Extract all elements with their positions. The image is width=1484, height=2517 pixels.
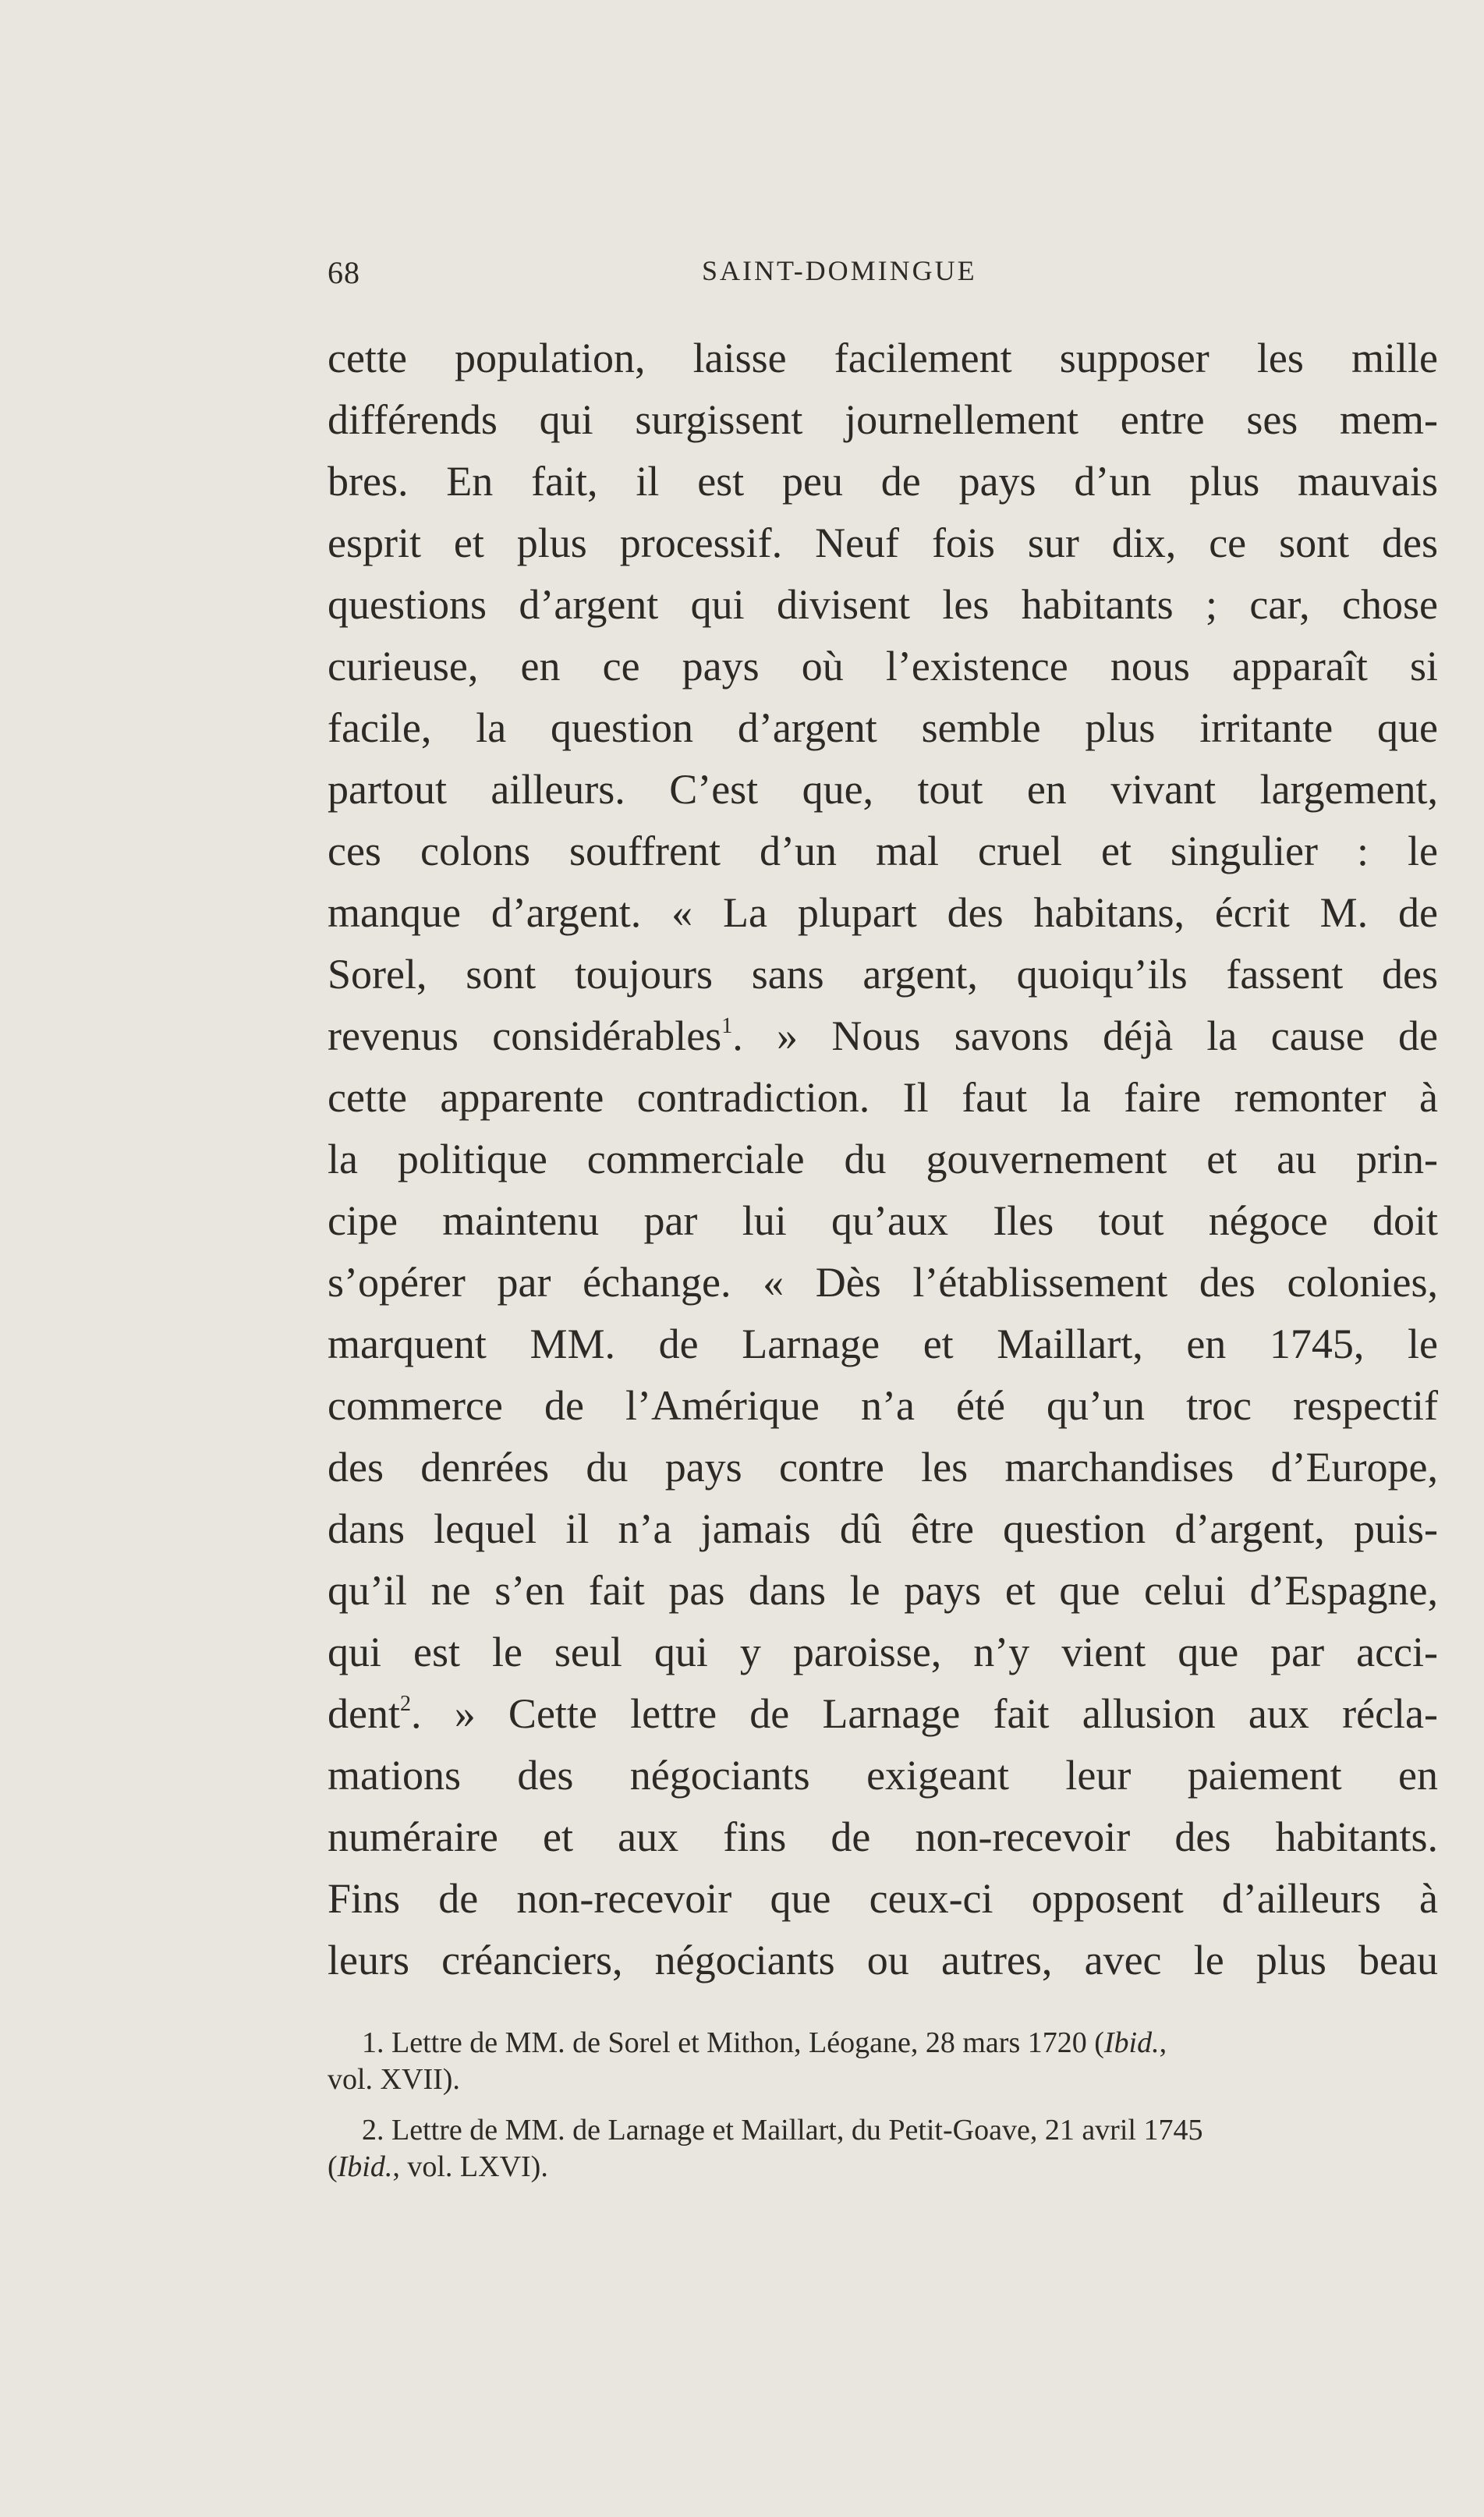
footnote-ref-2: 2 (399, 1692, 411, 1716)
text-line: leurs créanciers, négociants ou autres, avec le plus beau (328, 1937, 1438, 1983)
text-line: ces colons souffrent d’un mal cruel et singulier : le (328, 828, 1438, 874)
text-line: esprit et plus processif. Neuf fois sur dix, ce sont des (328, 519, 1438, 566)
text-line: partout ailleurs. C’est que, tout en vivant largement, (328, 766, 1438, 813)
text-line: cette population, laisse facilement supposer les mille (328, 335, 1438, 381)
text-line: différends qui surgissent journellement entre ses mem- (328, 396, 1438, 443)
text-line: facile, la question d’argent semble plus irritante que (328, 704, 1438, 751)
footnote-ref-1: 1 (721, 1014, 733, 1038)
footnote-ibid: Ibid. (1103, 2026, 1160, 2059)
footnote-text: ( (328, 2150, 338, 2183)
text-line: cipe maintenu par lui qu’aux Iles tout négoce doit (328, 1197, 1438, 1244)
text-line: Fins de non-recevoir que ceux-ci opposent d’ailleurs à (328, 1875, 1438, 1922)
footnote-text: , vol. LXVI). (392, 2150, 548, 2183)
page-header (328, 254, 1443, 301)
text-fragment: . » Cette lettre de Larnage fait allusion aux récla- (410, 1690, 1438, 1737)
footnote-2-continuation (328, 2149, 1438, 2186)
footnote-1-continuation: vol. XVII). (328, 2063, 460, 2096)
running-head: SAINT-DOMINGUE (702, 255, 977, 286)
footnote-ibid: Ibid. (337, 2150, 393, 2183)
text-fragment: . » Nous savons déjà la cause de (732, 1012, 1438, 1059)
text-line: des denrées du pays contre les marchandises d’Europe, (328, 1444, 1438, 1491)
text-line-with-note (328, 1005, 1438, 1067)
body-text (328, 328, 1438, 1991)
text-line: bres. En fait, il est peu de pays d’un plus mauvais (328, 458, 1438, 505)
text-line: mations des négociants exigeant leur paiement en (328, 1752, 1438, 1799)
text-fragment: dent (328, 1690, 400, 1737)
text-line: la politique commerciale du gouvernement et au prin- (328, 1136, 1438, 1182)
text-line: s’opérer par échange. « Dès l’établissement des colonies, (328, 1259, 1438, 1306)
text-line: manque d’argent. « La plupart des habitans, écrit M. de (328, 889, 1438, 936)
footnote-2: 2. Lettre de MM. de Larnage et Maillart, du Petit-Goave, 21 avril 1745 (362, 2114, 1203, 2147)
text-line: qu’il ne s’en fait pas dans le pays et que celui d’Espagne, (328, 1567, 1438, 1614)
text-line-with-note (328, 1683, 1438, 1745)
footnotes (328, 2025, 1438, 2186)
text-line: marquent MM. de Larnage et Maillart, en 1745, le (328, 1321, 1438, 1367)
footnote-text: , (1159, 2026, 1167, 2059)
text-fragment: revenus considérables (328, 1012, 722, 1059)
text-line: qui est le seul qui y paroisse, n’y vient que par acci- (328, 1629, 1438, 1675)
text-line: questions d’argent qui divisent les habitants ; car, chose (328, 581, 1438, 628)
text-line: curieuse, en ce pays où l’existence nous apparaît si (328, 643, 1438, 690)
text-line: numéraire et aux fins de non-recevoir des habitants. (328, 1813, 1438, 1860)
text-line: cette apparente contradiction. Il faut la faire remonter à (328, 1074, 1438, 1121)
footnote-1 (328, 2025, 1438, 2061)
text-line: commerce de l’Amérique n’a été qu’un troc respectif (328, 1382, 1438, 1429)
footnote-text: 1. Lettre de MM. de Sorel et Mithon, Léogane, 28 mars 1720 ( (362, 2026, 1104, 2059)
text-line: Sorel, sont toujours sans argent, quoiqu’ils fassent des (328, 951, 1438, 998)
page-number: 68 (328, 255, 360, 290)
text-line: dans lequel il n’a jamais dû être question d’argent, puis- (328, 1505, 1438, 1552)
footnote-spacer (328, 2098, 1438, 2112)
